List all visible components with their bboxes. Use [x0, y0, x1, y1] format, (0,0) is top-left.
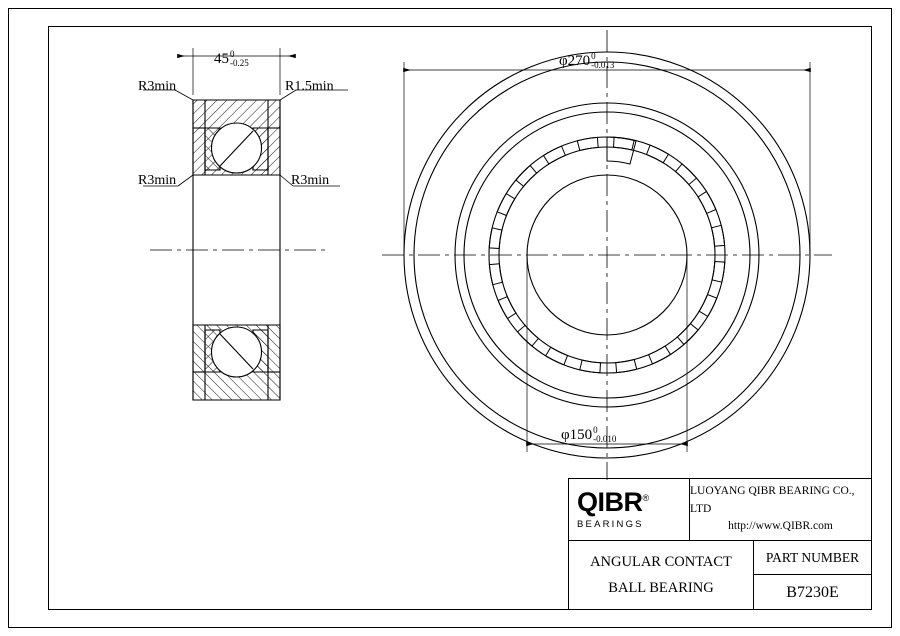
chamfer-label-top-left: R3min	[138, 79, 177, 94]
company-info	[689, 479, 871, 540]
dim-bore-diameter: φ150 0 -0.010	[561, 425, 617, 445]
logo-tagline: BEARINGS	[577, 519, 644, 530]
brand-logo	[569, 489, 689, 530]
part-number-label: PART NUMBER	[754, 541, 871, 575]
chamfer-label-mid-right: R3min	[291, 173, 330, 188]
product-description-line2: BALL BEARING	[608, 579, 714, 596]
chamfer-label-top-right: R1.5min	[285, 79, 334, 94]
product-description-line1: ANGULAR CONTACT	[590, 554, 732, 571]
title-block-header	[569, 479, 871, 541]
dim-width: 45 0 -0.25	[214, 49, 249, 69]
registered-trademark-icon: ®	[642, 493, 649, 503]
chamfer-label-mid-left: R3min	[138, 173, 177, 188]
company-name: LUOYANG QIBR BEARING CO., LTD	[690, 484, 855, 515]
logo-wordmark: QIBR®	[577, 487, 649, 517]
product-description	[569, 541, 754, 610]
cage-segments	[607, 137, 636, 164]
title-block-body	[569, 541, 871, 610]
part-number-value: B7230E	[786, 583, 839, 601]
dim-outer-diameter: φ270 0 -0.013	[559, 51, 615, 71]
company-url: http://www.QIBR.com	[728, 520, 833, 533]
part-number-block	[754, 541, 871, 610]
title-block	[568, 478, 872, 610]
